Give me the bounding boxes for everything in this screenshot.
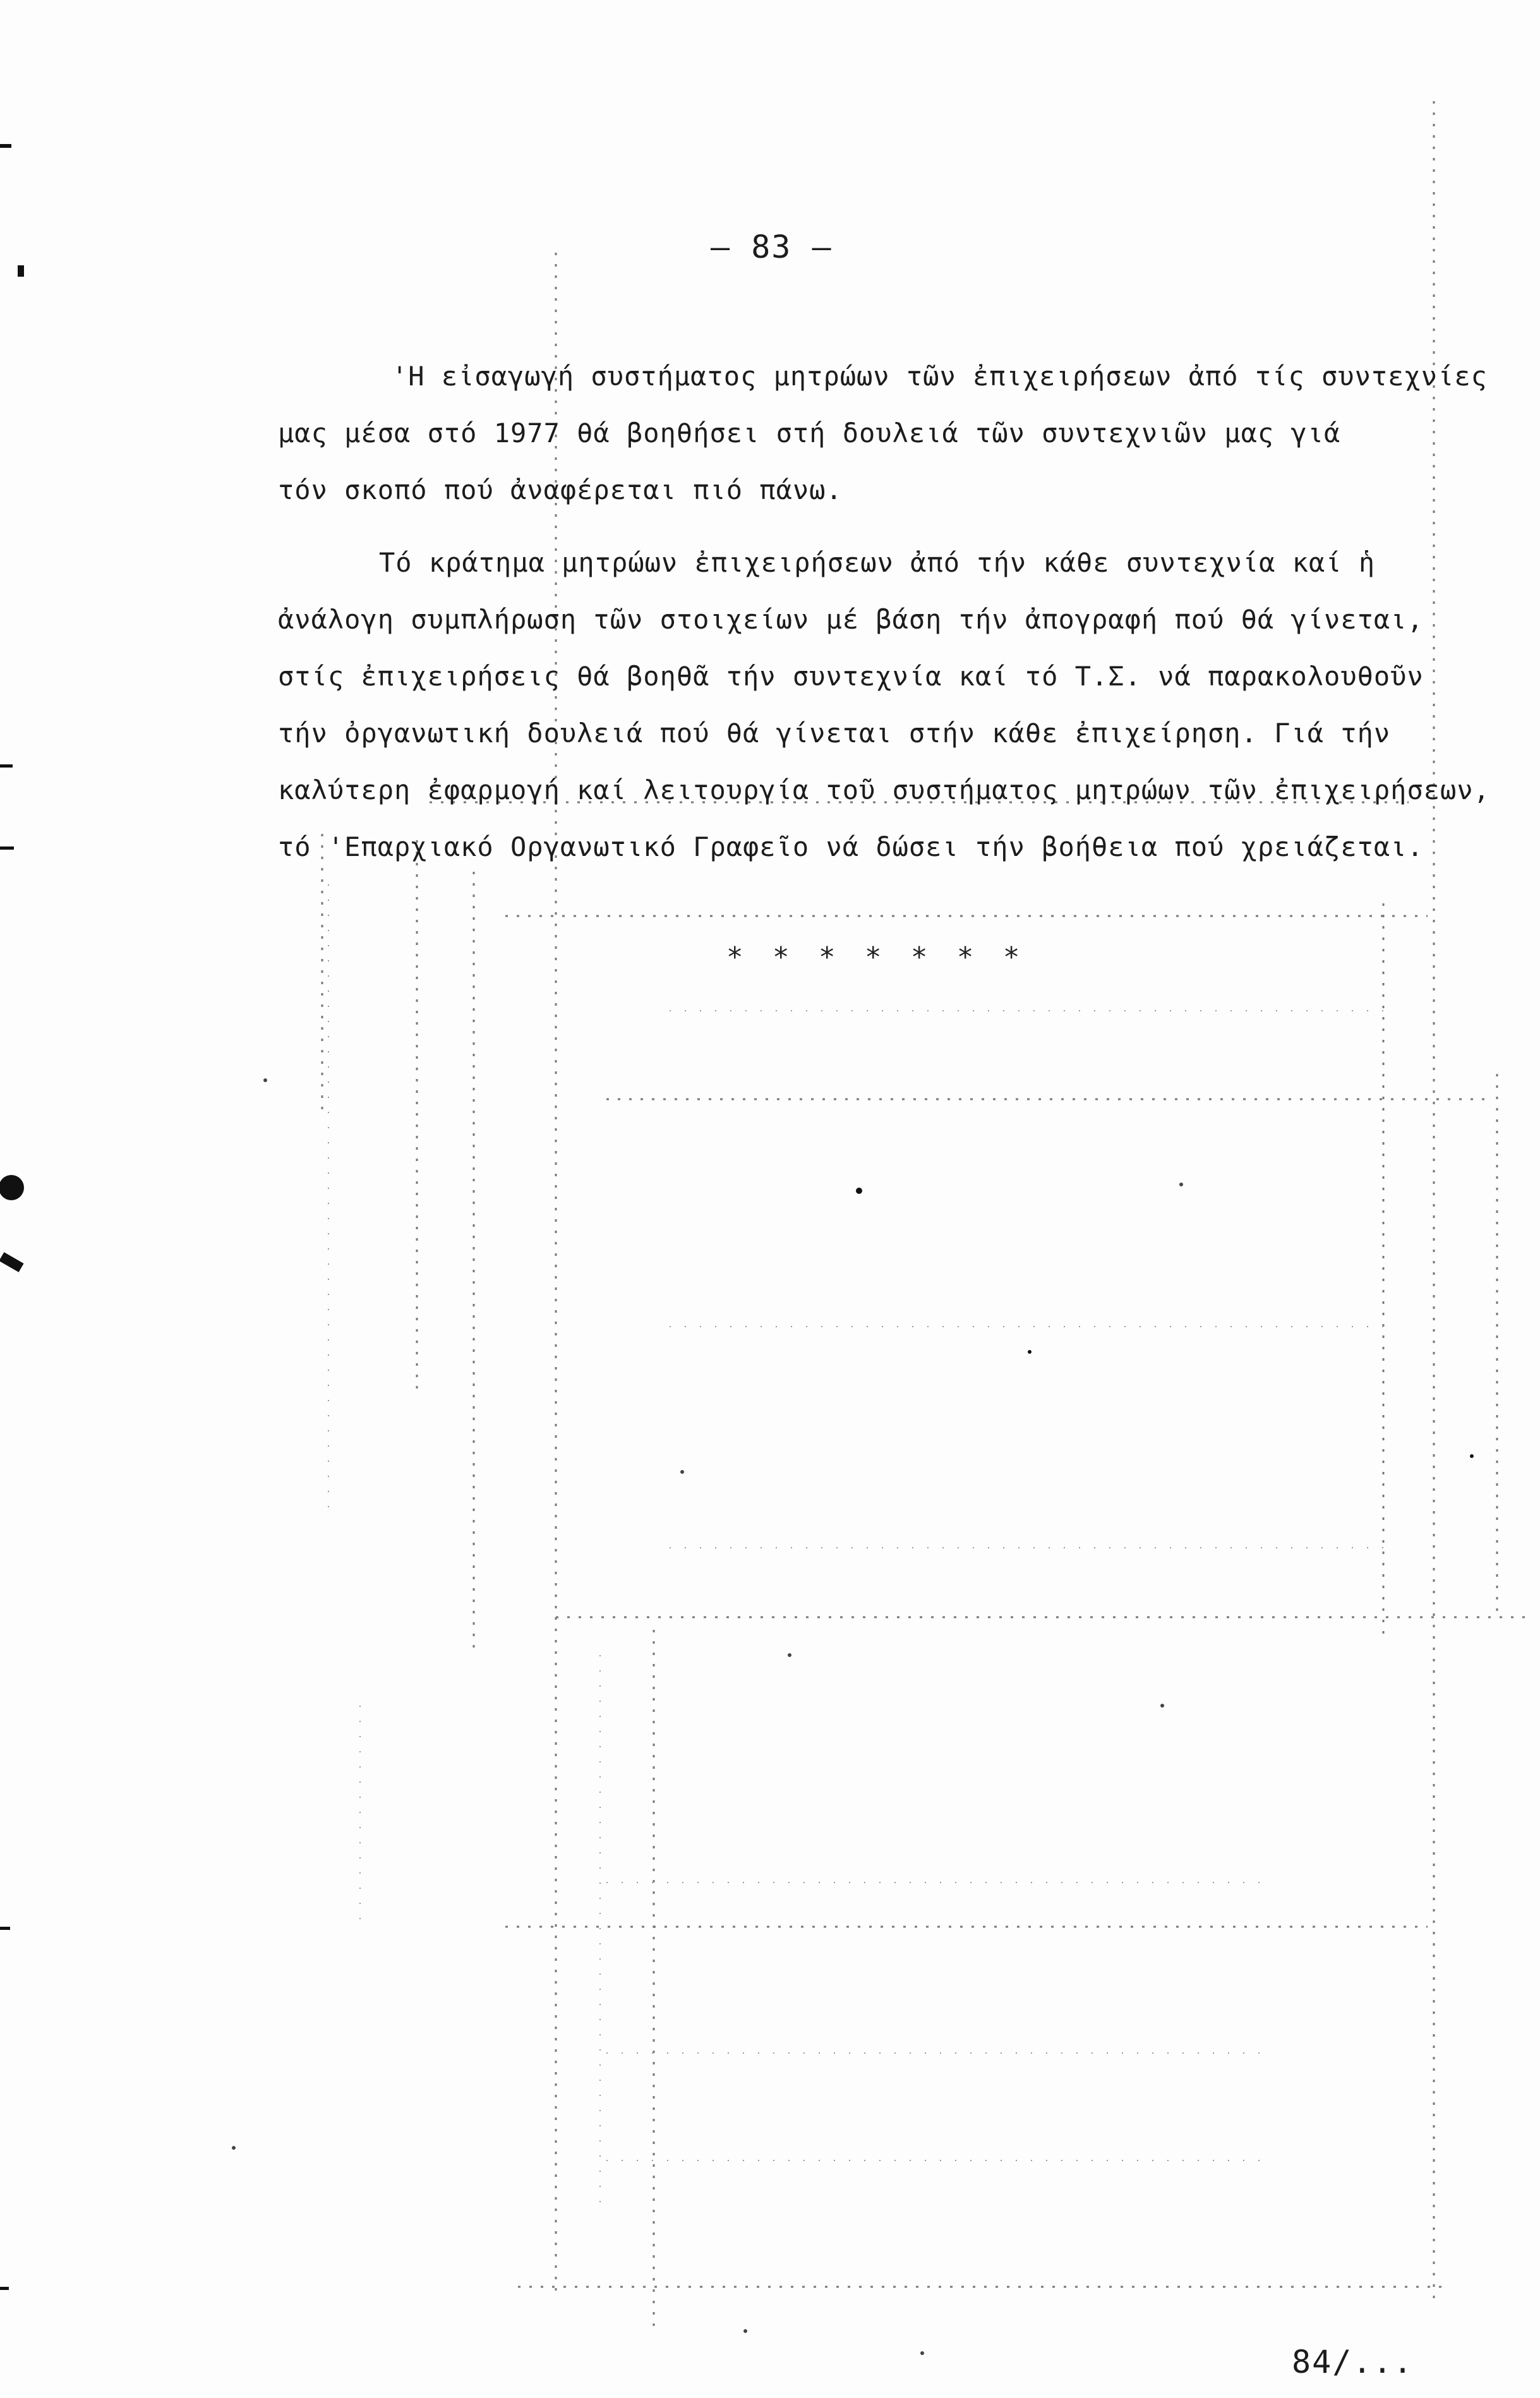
page-number: – 83 – [711,229,833,265]
paragraph-1-line-3: τόν σκοπό πού ἀναφέρεται πιό πάνω. [278,474,843,505]
paragraph-2-line-4: τήν ὀργανωτική δουλειά πού θά γίνεται στήν κάθε ἐπιχείρηση. Γιά τήν [278,718,1391,749]
paragraph-2-line-2: ἀνάλογη συμπλήρωση τῶν στοιχείων μέ βάση τήν ἀπογραφή πού θά γίνεται, [278,604,1424,635]
paragraph-2-line-6: τό 'Επαρχιακό Οργανωτικό Γραφεῖο νά δώσει τήν βοήθεια πού χρειάζεται. [278,831,1424,862]
paragraph-1-line-1: 'Η εἰσαγωγή συστήματος μητρώων τῶν ἐπιχειρήσεων ἀπό τίς συντεχνίες [392,361,1488,392]
paragraph-1-line-2: μας μέσα στό 1977 θά βοηθήσει στή δουλειά τῶν συντεχνιῶν μας γιά [278,418,1341,449]
paragraph-2-line-3: στίς ἐπιχειρήσεις θά βοηθᾶ τήν συντεχνία καί τό Τ.Σ. νά παρακολουθοῦν [278,661,1424,692]
continuation-marker: 84/... [1292,2344,1414,2380]
paragraph-2-line-5: καλύτερη ἐφαρμογή καί λειτουργία τοῦ συστήματος μητρώων τῶν ἐπιχειρήσεων, [278,774,1490,805]
asterisk-separator: * * * * * * * [726,941,1026,973]
paragraph-2-line-1: Τό κράτημα μητρώων ἐπιχειρήσεων ἀπό τήν κάθε συντεχνία καί ἡ [379,547,1376,578]
